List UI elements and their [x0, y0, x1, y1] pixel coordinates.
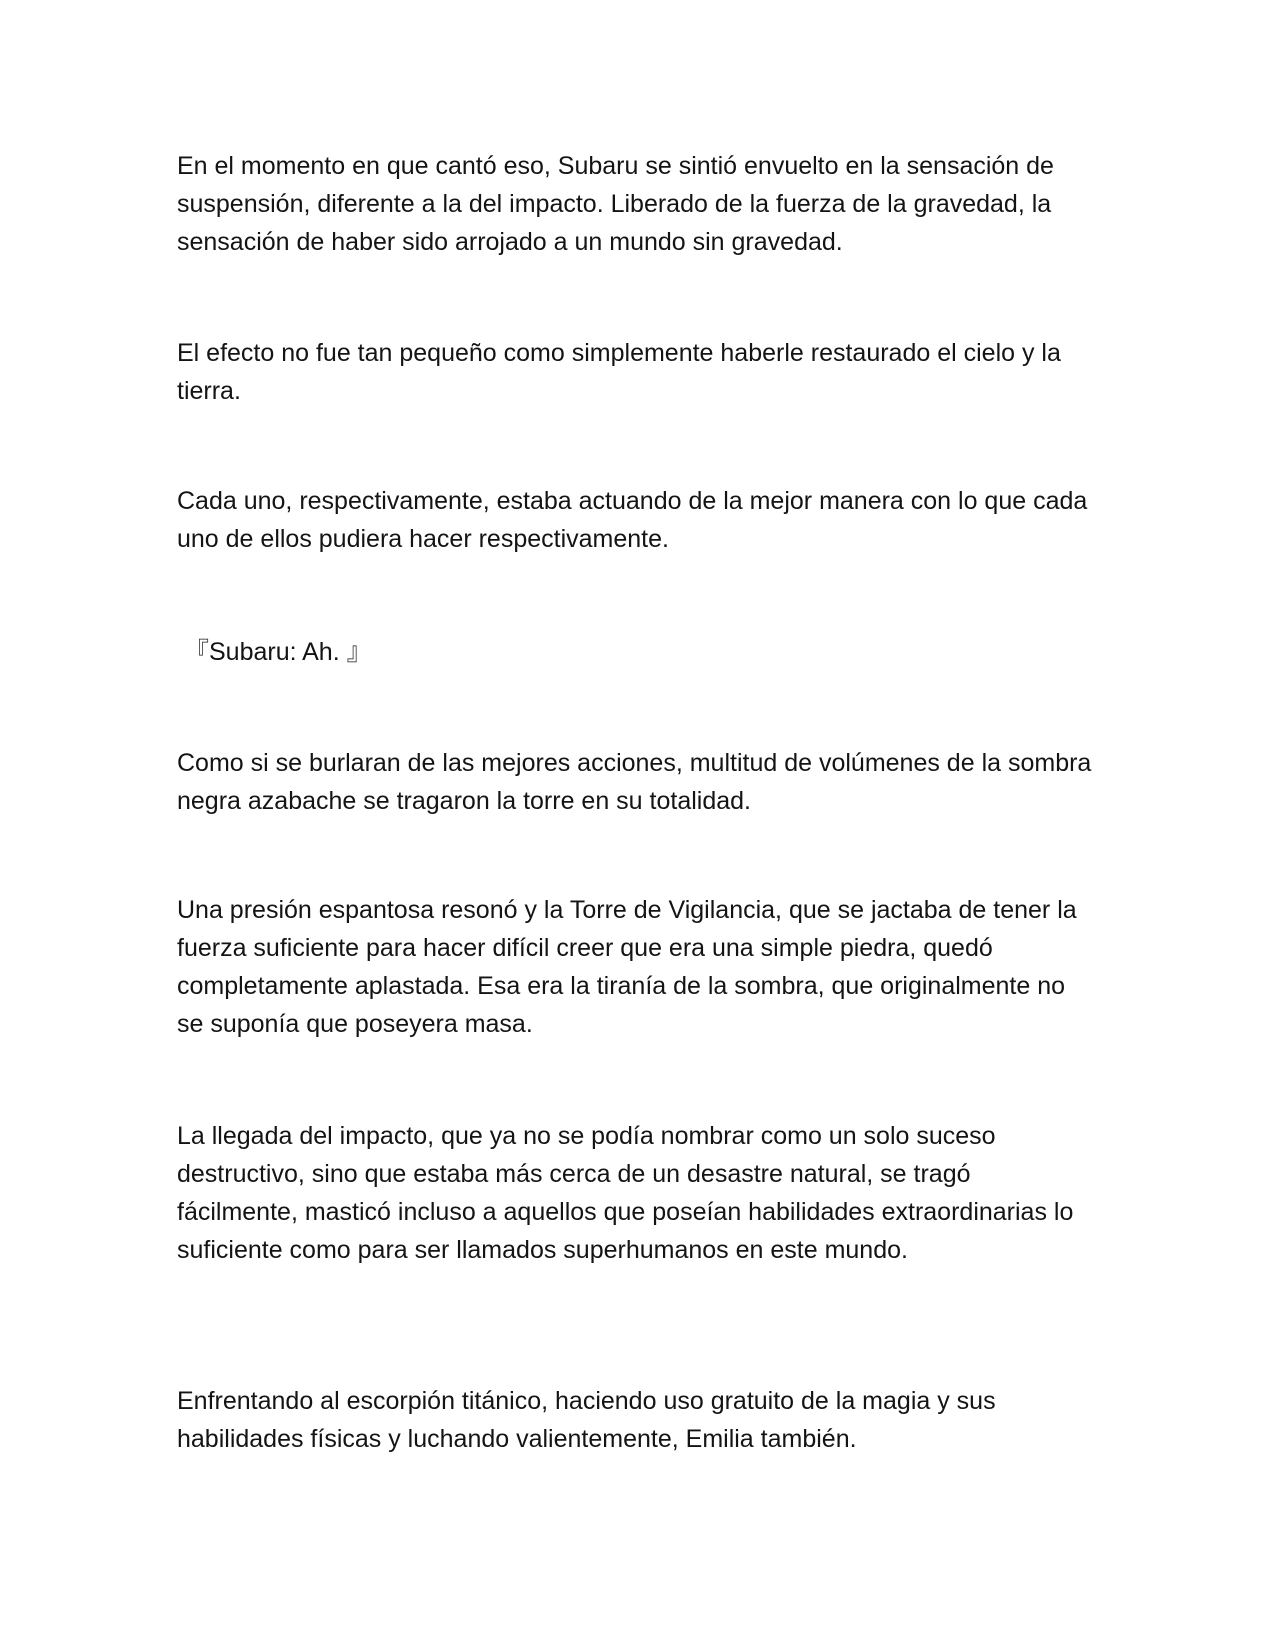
paragraph: En el momento en que cantó eso, Subaru se sintió envuelto en la sensación de suspensión, diferente a la del impacto. Liberado de la fuerza de la gravedad, la sensación de haber sido arrojado a un mundo sin gravedad.	[177, 152, 1054, 256]
paragraph: La llegada del impacto, que ya no se podía nombrar como un solo suceso destructivo, sino que estaba más cerca de un desastre natural, se tragó fácilmente, masticó incluso a aquellos que poseían habilidades extraordinarias lo suficiente como para ser llamados superhumanos en este mundo.	[177, 1122, 1074, 1264]
paragraph: Una presión espantosa resonó y la Torre de Vigilancia, que se jactaba de tener la fuerza suficiente para hacer difícil creer que era una simple piedra, quedó completamente aplastada. Esa era la tiranía de la sombra, que originalmente no se suponía que poseyera masa.	[177, 896, 1077, 1038]
dialogue-line: 『Subaru: Ah. 』	[184, 638, 372, 666]
paragraph: El efecto no fue tan pequeño como simplemente haberle restaurado el cielo y la tierra.	[177, 339, 1061, 405]
paragraph: Como si se burlaran de las mejores acciones, multitud de volúmenes de la sombra negra azabache se tragaron la torre en su totalidad.	[177, 749, 1092, 815]
paragraph: Cada uno, respectivamente, estaba actuando de la mejor manera con lo que cada uno de ellos pudiera hacer respectivamente.	[177, 487, 1088, 553]
paragraph: Enfrentando al escorpión titánico, haciendo uso gratuito de la magia y sus habilidades físicas y luchando valientemente, Emilia también.	[177, 1387, 996, 1453]
